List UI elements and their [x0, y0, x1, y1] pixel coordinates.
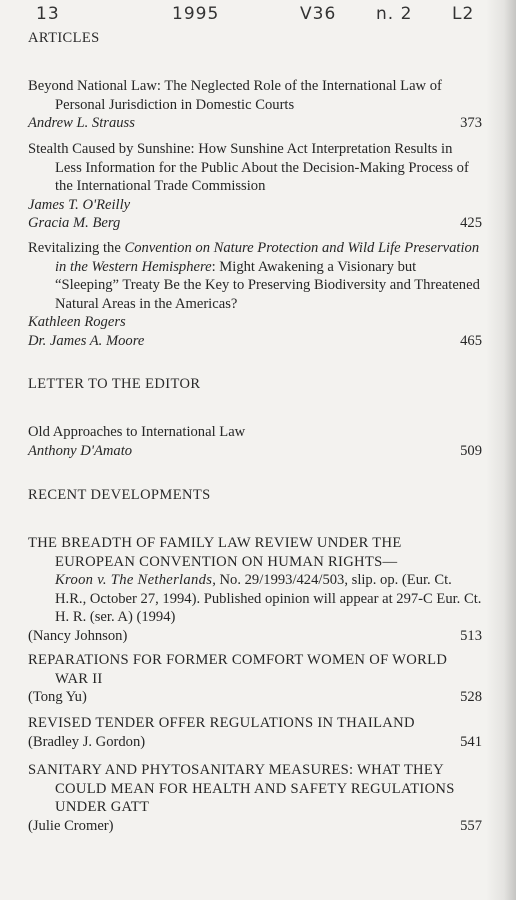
page-number: 425 — [460, 215, 482, 231]
article-author: Kathleen Rogers — [28, 314, 126, 330]
page-number: 513 — [460, 627, 482, 644]
recent-entry — [28, 651, 482, 707]
recent-author: (Bradley J. Gordon) — [28, 733, 146, 750]
recent-title: REVISED TENDER OFFER REGULATIONS IN THAILAND — [28, 715, 415, 731]
article-title: Beyond National Law: The Neglected Role of the International Law of Personal Jurisdiction in Domestic Courts — [28, 78, 442, 113]
article-author: James T. O'Reilly — [28, 196, 131, 213]
article-author: Andrew L. Strauss — [28, 115, 135, 131]
recent-author: (Julie Cromer) — [28, 817, 114, 834]
letter-title: Old Approaches to International Law — [28, 424, 246, 440]
article-entry — [28, 140, 482, 233]
handwritten-year: 1995 — [172, 4, 220, 24]
recent-entry — [28, 761, 482, 835]
recent-entry — [28, 534, 482, 645]
recent-author: (Nancy Johnson) — [28, 627, 128, 644]
section-heading-recent: RECENT DEVELOPMENTS — [28, 487, 211, 503]
recent-title: REPARATIONS FOR FORMER COMFORT WOMEN OF WORLD WAR II — [28, 652, 448, 687]
article-title: Revitalizing the Convention on Nature Protection and Wild Life Preservation in the Western Hemisphere: Might Awakening a Visionary but “Sleeping” Treaty Be the Key to Preserving Biodiversity and Threatened Natural Areas in the Americas? — [28, 240, 480, 312]
article-entry — [28, 77, 482, 133]
page-number: 373 — [460, 115, 482, 131]
handwritten-code: L2 — [452, 4, 475, 24]
page-spine-shadow — [486, 0, 516, 900]
recent-author: (Tong Yu) — [28, 689, 87, 705]
page-number: 509 — [460, 442, 482, 459]
letter-author: Anthony D'Amato — [28, 442, 133, 459]
article-author: Dr. James A. Moore — [28, 332, 145, 349]
treaty-title: Convention on Nature Protection and Wild Life Preservation in the Western Hemisphere — [55, 240, 480, 275]
article-title: Stealth Caused by Sunshine: How Sunshine Act Interpretation Results in Less Information for the Public About the Decision-Making Process of the International Trade Commission — [28, 141, 469, 194]
handwritten-volume-mark: 13 — [36, 4, 60, 24]
recent-entry — [28, 714, 482, 751]
recent-title: SANITARY AND PHYTOSANITARY MEASURES: WHAT THEY COULD MEAN FOR HEALTH AND SAFETY REGULATIONS UNDER GATT — [28, 762, 455, 815]
letter-entry — [28, 423, 482, 460]
page-number: 465 — [460, 332, 482, 349]
section-heading-letter: LETTER TO THE EDITOR — [28, 376, 201, 392]
page-number: 557 — [460, 817, 482, 834]
handwritten-number: n. 2 — [376, 4, 413, 24]
page-number: 541 — [460, 733, 482, 750]
case-name: Kroon v. The Netherlands — [55, 572, 213, 588]
article-author: Gracia M. Berg — [28, 215, 121, 231]
section-heading-articles: ARTICLES — [28, 30, 100, 46]
page-number: 528 — [460, 689, 482, 705]
handwritten-volume: V36 — [300, 4, 337, 24]
article-entry — [28, 239, 482, 350]
recent-title: THE BREADTH OF FAMILY LAW REVIEW UNDER THE EUROPEAN CONVENTION ON HUMAN RIGHTS— Kroon v. The Netherlands, No. 29/1993/424/503, slip. op. (Eur. Ct. H.R., October 27, 1994). Published opinion will appear at 297-C Eur. Ct. H. R. (ser. A) (1994) — [28, 535, 482, 625]
